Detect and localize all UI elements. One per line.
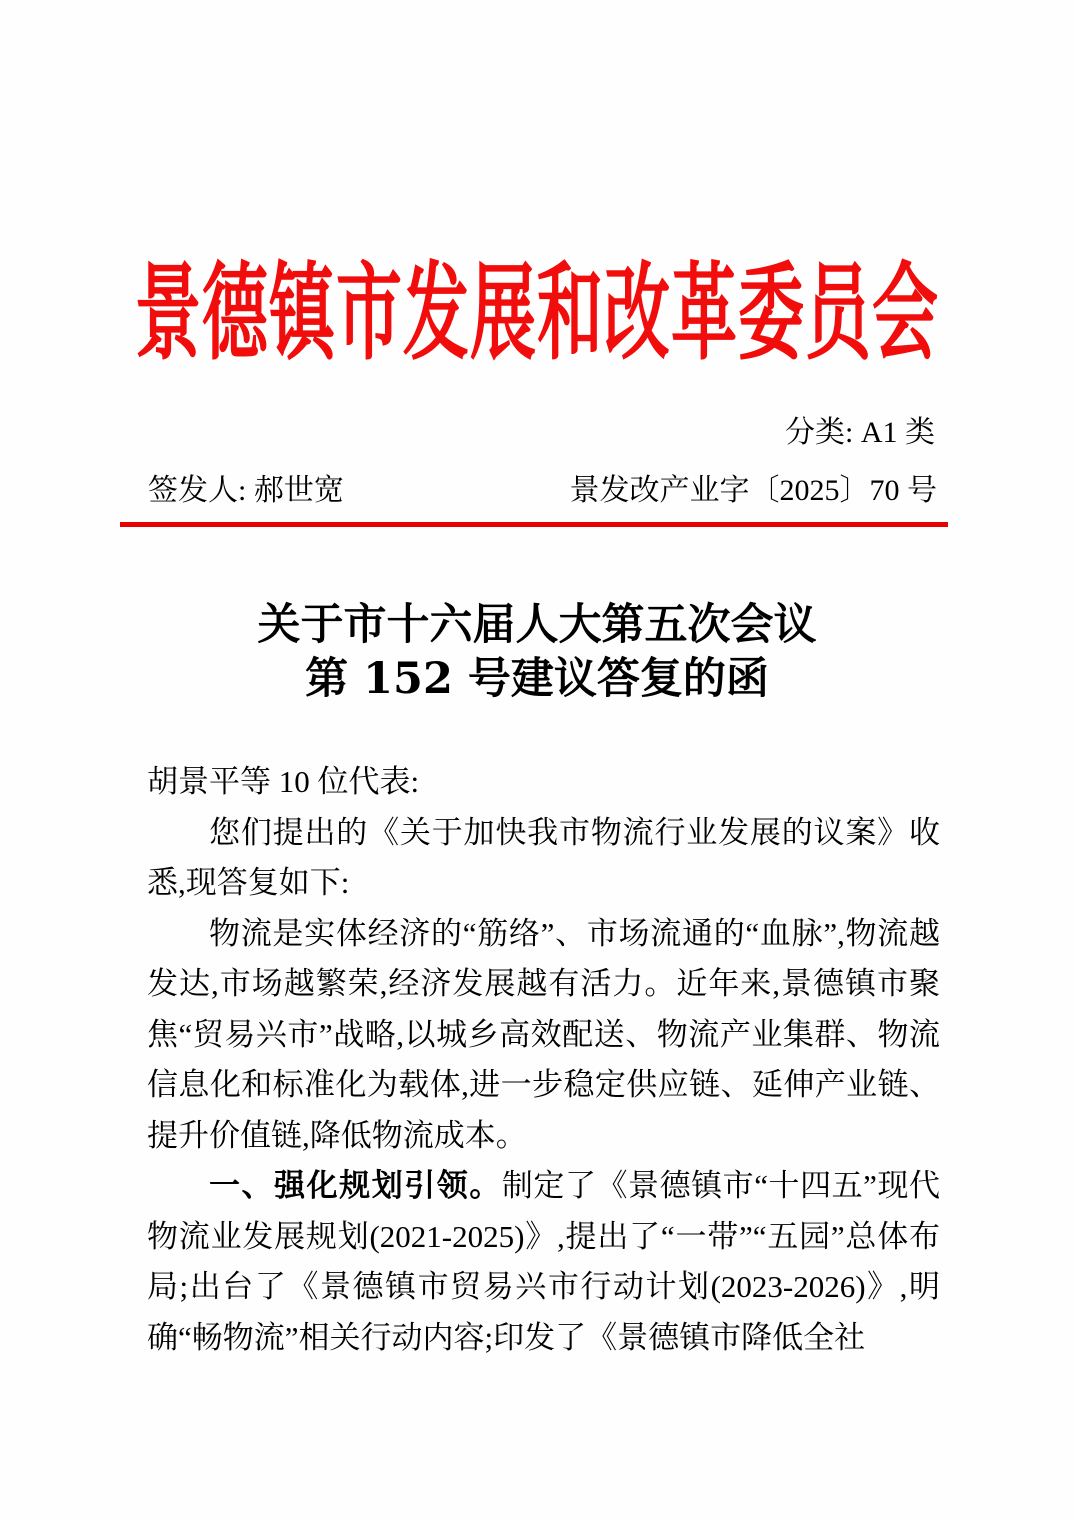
red-separator-line	[120, 522, 948, 527]
section-1-text: 制定了《景德镇市“十四五”现代物流业发展规划(2021-2025)》,提出了“一带”“五园”总体布局;出台了《景德镇市贸易兴市行动计划(2023-2026)》,明确“畅物流”相关行动内容;印发了《景德镇市降低全社	[147, 1168, 940, 1355]
agency-name: 景德镇市发展和改革委员会	[135, 250, 939, 376]
document-title	[132, 598, 942, 706]
paragraph-intro: 您们提出的《关于加快我市物流行业发展的议案》收悉,现答复如下:	[147, 814, 940, 900]
issuer-label: 签发人: 郝世宽	[148, 474, 344, 507]
title-line-2: 第 152 号建议答复的函	[305, 654, 769, 704]
salutation: 胡景平等 10 位代表:	[147, 764, 420, 799]
letterhead	[0, 228, 1074, 376]
title-line-1: 关于市十六届人大第五次会议	[257, 600, 817, 650]
paragraph-section-1	[147, 1161, 940, 1363]
document-body	[147, 757, 940, 1363]
doc-number: 景发改产业字〔2025〕70 号	[569, 474, 937, 507]
section-1-heading: 一、强化规划引领。	[209, 1168, 502, 1204]
issuer-row	[148, 472, 937, 510]
paragraph-overview: 物流是实体经济的“筋络”、市场流通的“血脉”,物流越发达,市场越繁荣,经济发展越有活力。近年来,景德镇市聚焦“贸易兴市”战略,以城乡高效配送、物流产业集群、物流信息化和标准化为载体,进一步稳定供应链、延伸产业链、提升价值链,降低物流成本。	[147, 915, 940, 1153]
classification-label: 分类: A1 类	[785, 416, 935, 449]
